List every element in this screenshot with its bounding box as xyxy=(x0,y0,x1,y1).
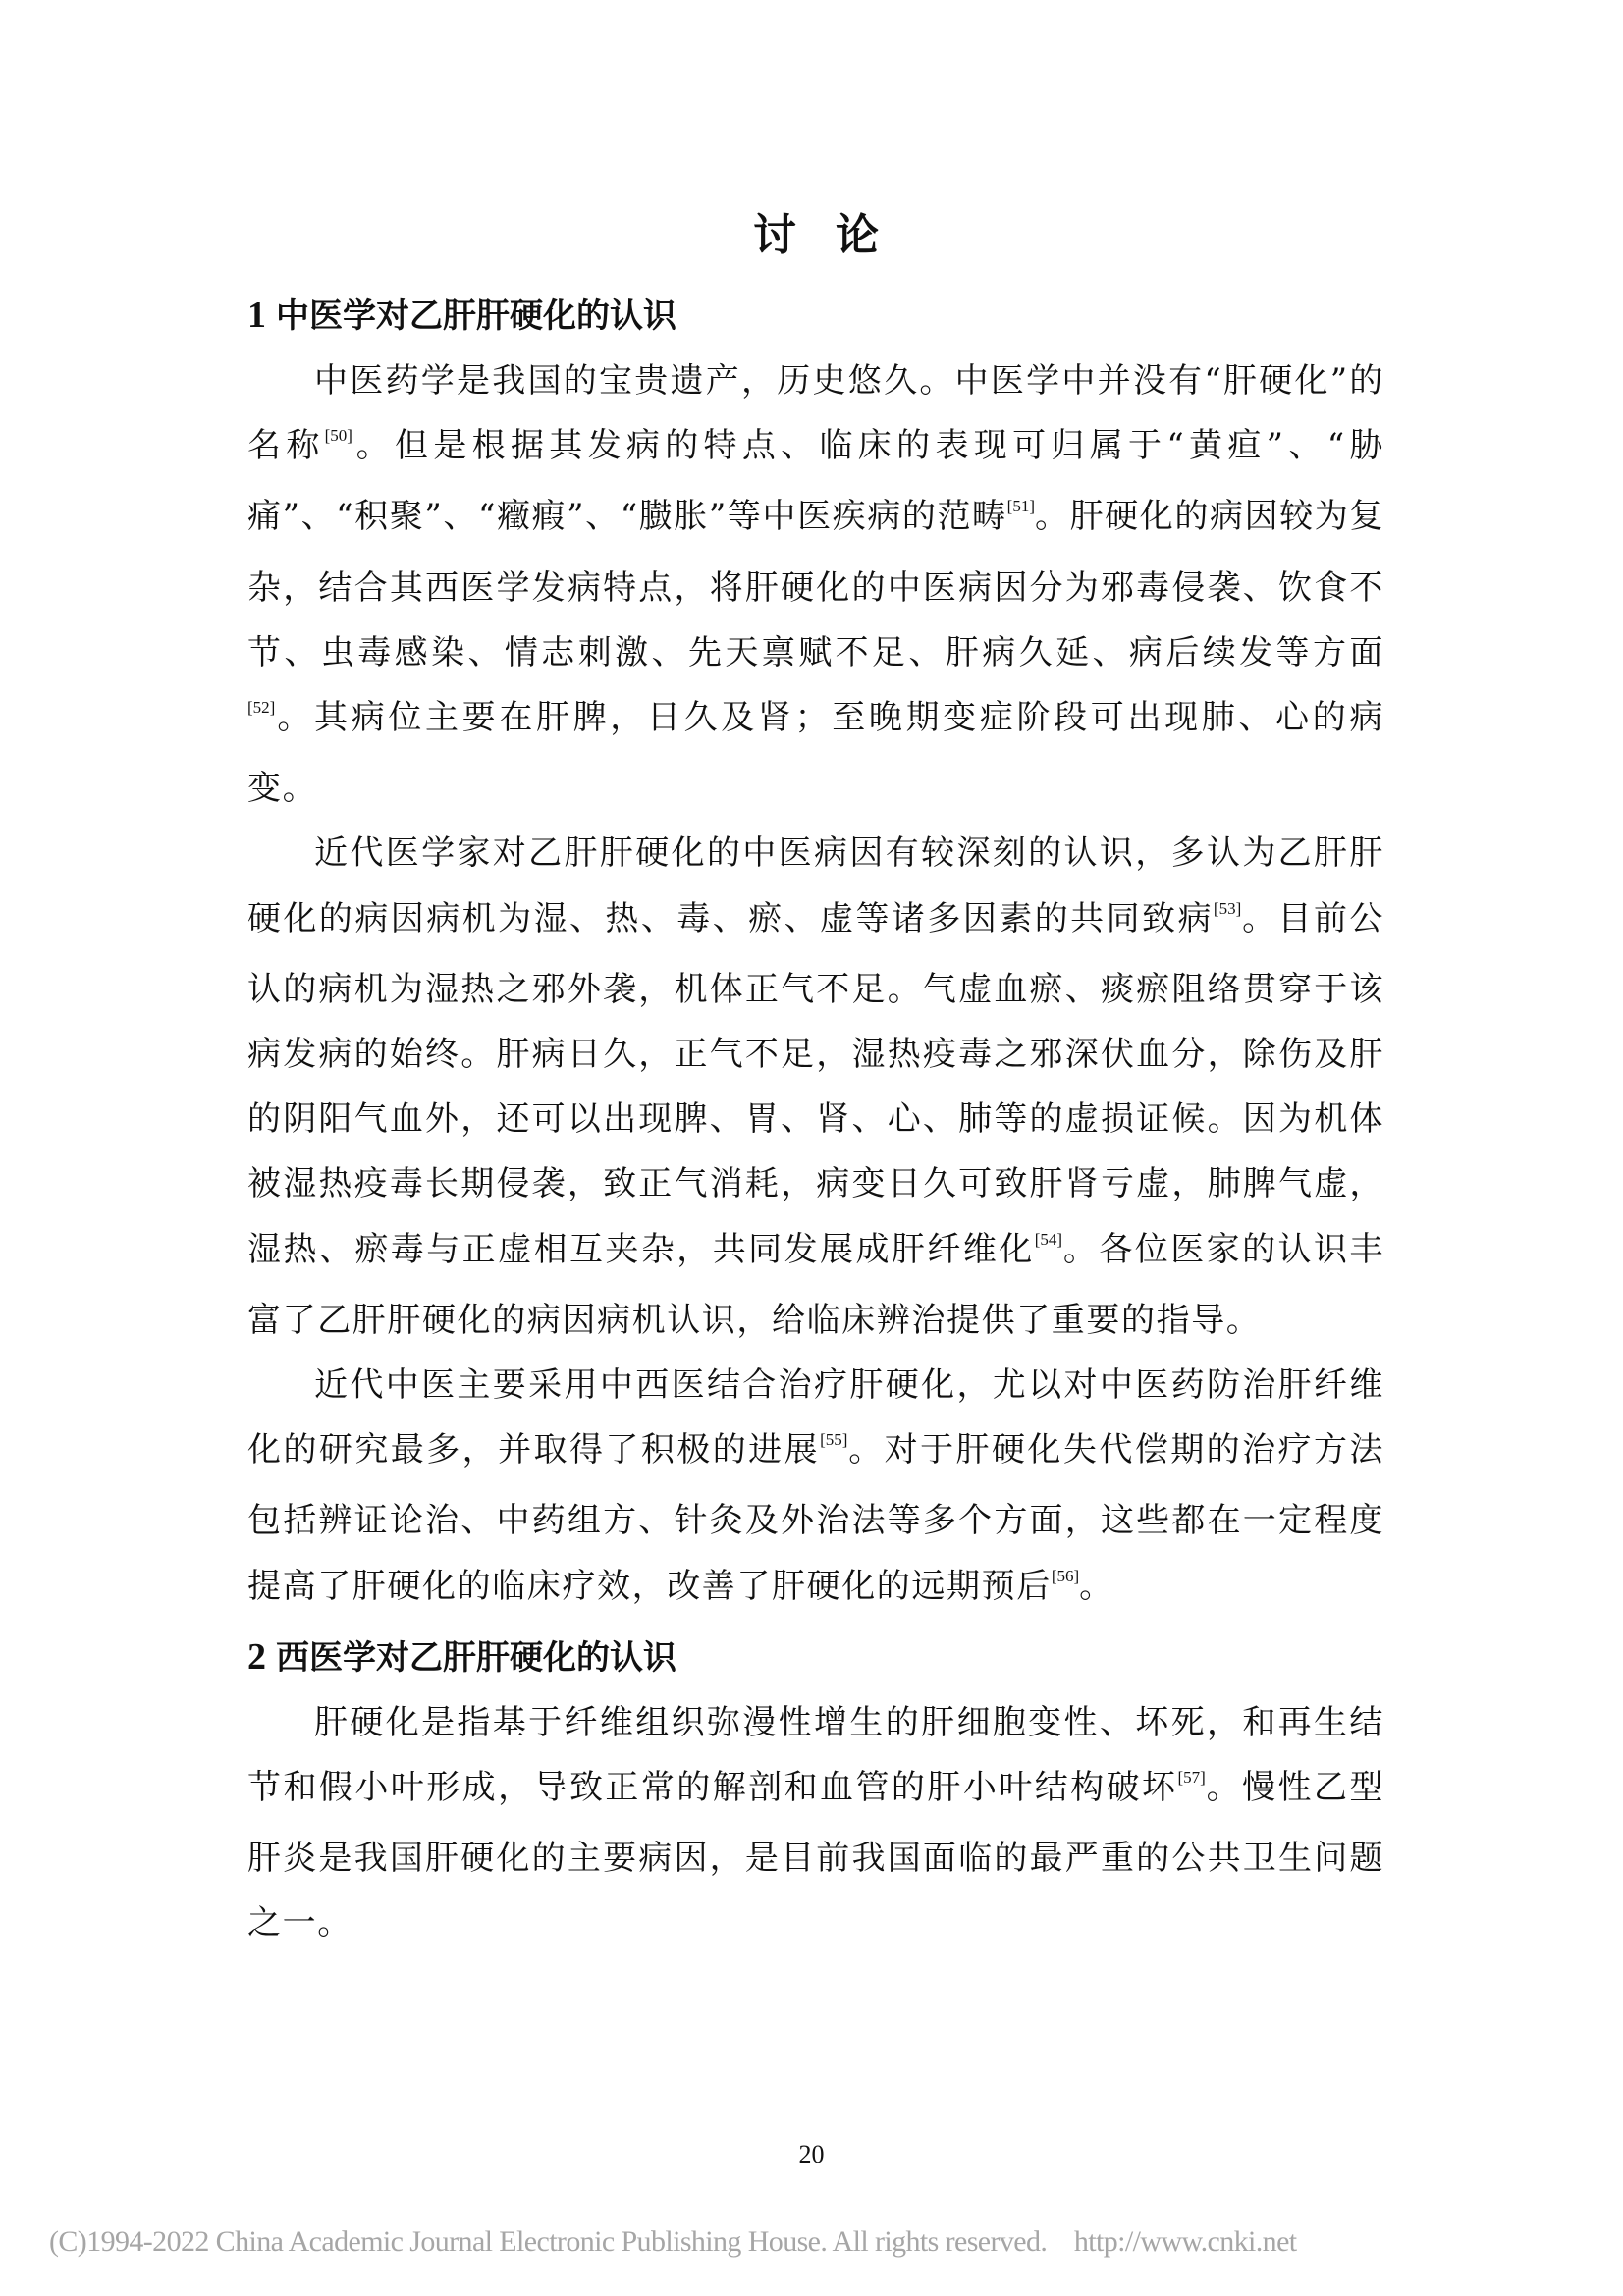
paragraph xyxy=(247,1690,1384,1956)
paragraph xyxy=(247,1353,1384,1625)
citation-ref: [51] xyxy=(1006,497,1035,516)
section-number: 1 xyxy=(247,294,266,336)
citation-ref: [50] xyxy=(324,426,352,446)
paragraph-text: 。但是根据其发病的特点、临床的表现可归属于“黄疸”、“胁痛”、“积聚”、“癥瘕”、“臌胀”等中医疾病的范畴 xyxy=(247,426,1384,537)
copyright-notice: (C)1994-2022 China Academic Journal Electronic Publishing House. All rights reserved. http://www.cnki.net xyxy=(49,2225,1297,2258)
paragraph-text: 。 xyxy=(1079,1566,1114,1606)
section-1 xyxy=(247,283,1384,1625)
section-heading-text: 西医学对乙肝肝硬化的认识 xyxy=(276,1637,676,1678)
citation-ref: [57] xyxy=(1177,1768,1206,1788)
section-heading xyxy=(247,283,1384,348)
section-heading-text: 中医学对乙肝肝硬化的认识 xyxy=(276,296,676,336)
paragraph-text: 。慢性乙型肝炎是我国肝硬化的主要病因，是目前我国面临的最严重的公共卫生问题之一。 xyxy=(247,1768,1385,1944)
section-heading xyxy=(247,1625,1384,1690)
page-title: 讨论 xyxy=(753,210,918,260)
paragraph xyxy=(247,348,1384,821)
paragraph-text: 。各位医家的认识丰富了乙肝肝硬化的病因病机认识，给临床辨治提供了重要的指导。 xyxy=(247,1229,1384,1340)
section-number: 2 xyxy=(247,1635,266,1678)
paragraph-text: 中医药学是我国的宝贵遗产，历史悠久。中医学中并没有“肝硬化”的名称 xyxy=(247,361,1384,466)
citation-ref: [54] xyxy=(1034,1229,1063,1249)
page-number: 20 xyxy=(798,2140,825,2168)
paragraph-text: 。目前公认的病机为湿热之邪外袭，机体正气不足。气虚血瘀、痰瘀阻络贯穿于该病发病的始终。肝病日久，正气不足，湿热疫毒之邪深伏血分，除伤及肝的阴阳气血外，还可以出现脾、胃、肾、心、肺等的虚损证候。因为机体被湿热疫毒长期侵袭，致正气消耗，病变日久可致肝肾亏虚，肺脾气虚，湿热、瘀毒与正虚相互夹杂，共同发展成肝纤维化 xyxy=(247,898,1384,1269)
paragraph-text: 近代中医主要采用中西医结合治疗肝硬化，尤以对中医药防治肝纤维化的研究最多，并取得了积极的进展 xyxy=(247,1365,1384,1470)
paragraph-text: 肝硬化是指基于纤维组织弥漫性增生的肝细胞变性、坏死，和再生结节和假小叶形成，导致正常的解剖和血管的肝小叶结构破坏 xyxy=(247,1702,1384,1808)
citation-ref: [52] xyxy=(247,698,276,718)
paragraph-text: 。肝硬化的病因较为复杂，结合其西医学发病特点，将肝硬化的中医病因分为邪毒侵袭、饮食不节、虫毒感染、情志刺激、先天禀赋不足、肝病久延、病后续发等方面 xyxy=(247,497,1384,672)
section-2 xyxy=(247,1625,1384,1956)
page-content xyxy=(247,206,1384,1956)
paragraph-text: 。对于肝硬化失代偿期的治疗方法包括辨证论治、中药组方、针灸及外治法等多个方面，这些都在一定程度提高了肝硬化的临床疗效，改善了肝硬化的远期预后 xyxy=(247,1430,1385,1606)
citation-ref: [53] xyxy=(1213,898,1242,918)
citation-ref: [56] xyxy=(1051,1566,1080,1585)
paragraph xyxy=(247,821,1384,1353)
paragraph-text: 近代医学家对乙肝肝硬化的中医病因有较深刻的认识，多认为乙肝肝硬化的病因病机为湿、热、毒、瘀、虚等诸多因素的共同致病 xyxy=(247,833,1384,938)
citation-ref: [55] xyxy=(820,1430,848,1450)
paragraph-text: 。其病位主要在肝脾，日久及肾；至晚期变症阶段可出现肺、心的病变。 xyxy=(247,698,1384,809)
